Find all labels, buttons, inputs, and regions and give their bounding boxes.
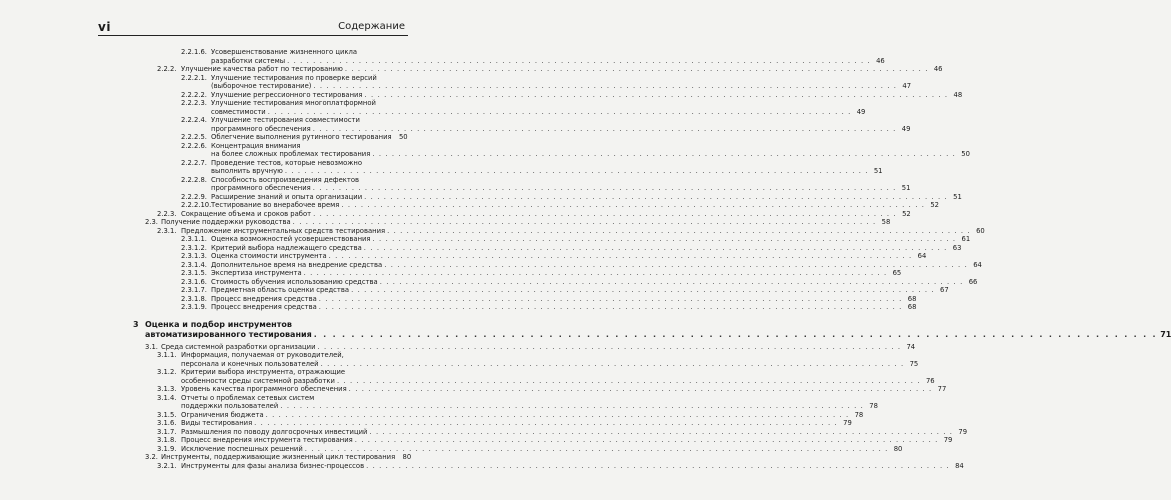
toc-entry-title: Критерий выбора надлежащего средства xyxy=(211,243,362,252)
toc-entry-title: совместимости xyxy=(211,107,266,116)
dot-leader xyxy=(387,227,971,236)
toc-page-number: 50 xyxy=(961,150,970,158)
toc-entry-title: поддержки пользователей xyxy=(181,402,279,410)
toc-entry-title: Критерии выбора инструмента, отражающие xyxy=(181,368,346,376)
toc-entry-number: 3.1.9. xyxy=(157,444,177,453)
toc-page-number: 51 xyxy=(873,167,883,175)
toc-entry-number: 3.1.2. xyxy=(157,368,177,376)
toc-entry-title: на более сложных проблемах тестирования xyxy=(211,150,371,158)
toc-entry-number: 2.3.1.7. xyxy=(181,286,207,294)
toc-entry[interactable] xyxy=(0,73,912,91)
dot-leader xyxy=(345,65,929,74)
dot-leader xyxy=(329,252,913,261)
page-header xyxy=(0,0,500,36)
toc-entry[interactable] xyxy=(0,235,971,244)
toc-entry-title: Тестирование во внерабочее время xyxy=(211,201,340,209)
dot-leader xyxy=(341,201,925,210)
dot-leader xyxy=(317,343,901,352)
dot-leader xyxy=(285,167,869,176)
dot-leader xyxy=(384,261,968,270)
toc-entry-title: Инструменты для фазы анализа бизнес-процессов xyxy=(181,461,365,470)
toc-page-number: 79 xyxy=(843,419,852,427)
toc-entry-title: Стоимость обучения использованию средства xyxy=(211,277,378,286)
toc-chapter-entry[interactable] xyxy=(0,319,1171,340)
toc-entry[interactable] xyxy=(0,286,949,295)
toc-entry-title: выполнить вручную xyxy=(211,167,283,175)
dot-leader xyxy=(313,125,897,134)
header-rule xyxy=(98,35,408,36)
dot-leader xyxy=(287,57,871,66)
toc-entry[interactable] xyxy=(0,90,963,100)
toc-entry-title: Предложение инструментальных средств тестирования xyxy=(181,226,386,235)
toc-entry-title: Среда системной разработки организации xyxy=(161,342,316,351)
toc-page-number: 61 xyxy=(961,235,971,243)
toc-entry-number: 2.2.2.3. xyxy=(181,99,207,107)
toc-entry-number: 2.3.1.1. xyxy=(181,235,207,243)
toc-page-number: 78 xyxy=(854,410,864,419)
toc-entry-title: Предметная область оценки средства xyxy=(211,286,350,294)
toc-entry-title: Расширение знаний и опыта организации xyxy=(211,192,363,201)
dot-leader xyxy=(268,108,852,117)
toc-entry-number: 2.2.2.2. xyxy=(181,90,207,99)
dot-leader xyxy=(313,82,897,91)
dot-leader xyxy=(254,419,838,428)
toc-page-number: 64 xyxy=(917,252,927,260)
toc-entry-title: Способность воспроизведения дефектов xyxy=(211,175,360,184)
dot-leader xyxy=(373,235,957,244)
dot-leader xyxy=(304,269,888,278)
dot-leader xyxy=(321,360,905,369)
toc-page-number: 67 xyxy=(940,286,949,294)
toc-entry-title: автоматизированного тестирования xyxy=(145,329,312,339)
toc-entry[interactable] xyxy=(0,368,935,385)
toc-page-number: 51 xyxy=(901,184,911,192)
toc-page-number: 65 xyxy=(892,269,902,277)
toc-entry[interactable] xyxy=(0,269,902,278)
dot-leader xyxy=(364,244,948,253)
toc-entry-title: Процесс внедрения средства xyxy=(211,294,317,303)
toc-entry-title: программного обеспечения xyxy=(211,184,311,192)
dot-leader xyxy=(366,462,950,471)
toc-page-number: 60 xyxy=(976,226,985,235)
toc-entry-number: 2.3.1. xyxy=(157,226,177,235)
toc-page-number: 75 xyxy=(909,359,919,368)
toc-entry-title: Процесс внедрения средства xyxy=(211,303,317,311)
toc-entry-number: 3.1.8. xyxy=(157,436,177,444)
toc-page-number: 68 xyxy=(907,303,917,311)
toc-entry[interactable] xyxy=(0,351,919,368)
toc-entry[interactable] xyxy=(0,48,885,65)
toc-entry-number: 2.2.2. xyxy=(157,65,177,73)
toc-entry[interactable] xyxy=(0,436,953,445)
toc-page-number: 51 xyxy=(953,192,962,201)
toc-entry-title: Информация, получаемая от руководителей, xyxy=(181,351,344,359)
toc-entry-number: 2.3.1.2. xyxy=(181,243,207,252)
toc-entry-title: Улучшение качества работ по тестированию xyxy=(181,65,343,73)
toc-entry-title: Получение поддержки руководства xyxy=(161,218,291,226)
toc-entry-number: 3.1.6. xyxy=(157,419,177,427)
toc-entry[interactable] xyxy=(0,175,911,193)
toc-page-number: 80 xyxy=(893,444,903,453)
toc-entry-number: 2.3.1.8. xyxy=(181,294,207,303)
toc-entry-title: Проведение тестов, которые невозможно xyxy=(211,158,362,167)
toc-entry-number: 2.2.2.10. xyxy=(181,201,212,209)
toc-entry[interactable] xyxy=(0,453,412,462)
dot-leader xyxy=(293,218,877,227)
dot-leader xyxy=(314,330,1158,340)
dot-leader xyxy=(355,436,939,445)
toc-page-number: 63 xyxy=(952,243,962,252)
toc-entry[interactable] xyxy=(0,218,891,227)
toc-page-number: 48 xyxy=(953,90,963,99)
dot-leader xyxy=(280,402,864,411)
toc-entry-number: 3 xyxy=(133,319,139,329)
toc-entry-number: 2.2.2.8. xyxy=(181,175,207,184)
toc-entry-number: 2.3. xyxy=(145,218,158,226)
toc-entry-number: 3.1.4. xyxy=(157,393,177,402)
toc-entry-title: Облегчение выполнения рутинного тестирования xyxy=(211,133,392,141)
toc-entry[interactable] xyxy=(0,226,985,236)
running-title: Содержание xyxy=(338,21,405,32)
toc-entry-title: Виды тестирования xyxy=(181,419,253,427)
toc-entry-number: 3.2.1. xyxy=(157,461,177,470)
toc-entry-number: 2.3.1.4. xyxy=(181,260,207,269)
toc-entry[interactable] xyxy=(0,209,911,219)
toc-page-number: 49 xyxy=(901,124,911,133)
toc-entry-title: особенности среды системной разработки xyxy=(181,376,335,385)
toc-page-number: 74 xyxy=(906,342,916,351)
dot-leader xyxy=(349,385,933,394)
dot-leader xyxy=(365,91,949,100)
dot-leader xyxy=(380,278,964,287)
toc-entry-number: 2.2.2.4. xyxy=(181,116,207,124)
toc-entry-number: 2.3.1.5. xyxy=(181,269,207,277)
toc-entry-number: 3.1.7. xyxy=(157,427,177,436)
toc-entry[interactable] xyxy=(0,277,978,287)
toc-page-number: 64 xyxy=(973,260,982,269)
toc-entry[interactable] xyxy=(0,419,852,428)
toc-entry-title: Оценка стоимости инструмента xyxy=(211,252,327,260)
toc-entry-title: Процесс внедрения инструмента тестирования xyxy=(181,436,353,444)
dot-leader xyxy=(266,411,850,420)
toc-entry-title: Улучшение регрессионного тестирования xyxy=(211,90,363,99)
toc-entry-number: 2.2.2.1. xyxy=(181,73,207,82)
toc-page-number: 84 xyxy=(955,461,964,470)
dot-leader xyxy=(372,150,956,159)
toc-entry[interactable] xyxy=(0,260,982,270)
toc-entry-title: Размышления по поводу долгосрочных инвестиций xyxy=(181,427,368,436)
dot-leader xyxy=(369,428,953,437)
toc-entry-title: персонала и конечных пользователей xyxy=(181,359,319,368)
toc-entry[interactable] xyxy=(0,141,970,159)
toc-entry-title: Инструменты, поддерживающие жизненный цикл тестирования xyxy=(161,453,396,461)
toc-entry-number: 3.1.1. xyxy=(157,351,177,359)
toc-page-number: 46 xyxy=(876,56,885,65)
toc-entry[interactable] xyxy=(0,252,927,261)
toc-page-number: 71 xyxy=(1160,329,1171,339)
toc-page-number: 79 xyxy=(958,427,968,436)
toc-entry-title: Концентрация внимания xyxy=(211,141,301,150)
toc-page-number: 50 xyxy=(398,133,408,141)
toc-page-number: 66 xyxy=(968,277,978,286)
toc-page-number: 80 xyxy=(402,453,412,461)
toc-entry-number: 2.3.1.6. xyxy=(181,277,207,286)
toc-page-number: 52 xyxy=(930,201,939,209)
toc-page-number: 76 xyxy=(925,376,935,385)
dot-leader xyxy=(337,377,921,386)
toc-entry[interactable] xyxy=(0,303,917,312)
toc-entry[interactable] xyxy=(0,158,883,176)
toc-page-number: 68 xyxy=(907,294,917,303)
dot-leader xyxy=(319,303,903,312)
dot-leader xyxy=(364,193,948,202)
toc-entry[interactable] xyxy=(0,99,866,116)
toc-page-number: 58 xyxy=(881,218,891,226)
toc-entry[interactable] xyxy=(0,427,968,437)
toc-page-number: 77 xyxy=(937,385,947,393)
toc-entry[interactable] xyxy=(0,133,407,142)
toc-entry-title: Улучшение тестирования совместимости xyxy=(211,116,360,124)
dot-leader xyxy=(319,295,903,304)
toc-entry-number: 3.1.3. xyxy=(157,385,177,393)
toc-entry-number: 2.3.1.9. xyxy=(181,303,207,311)
toc-entry-title: Усовершенствование жизненного цикла xyxy=(211,48,357,56)
toc-entry-number: 2.3.1.3. xyxy=(181,252,207,260)
toc-entry-title: Сокращение объема и сроков работ xyxy=(181,209,312,218)
page-number: vi xyxy=(98,20,111,34)
toc-page-number: 52 xyxy=(902,209,911,218)
toc-entry-number: 2.2.3. xyxy=(157,209,177,218)
toc-entry-number: 2.2.2.9. xyxy=(181,192,207,201)
toc-entry-title: Дополнительное время на внедрение средства xyxy=(211,260,383,269)
toc-entry[interactable] xyxy=(0,192,962,202)
toc-entry-title: Улучшение тестирования многоплатформной xyxy=(211,99,376,107)
toc-entry[interactable] xyxy=(0,461,964,471)
dot-leader xyxy=(313,210,897,219)
toc-entry-number: 3.1.5. xyxy=(157,410,177,419)
dot-leader xyxy=(305,445,889,454)
toc-entry-title: разработки системы xyxy=(211,56,286,65)
toc-page-number: 78 xyxy=(869,402,878,410)
toc-page-number: 46 xyxy=(933,65,943,73)
toc-entry[interactable] xyxy=(0,65,943,74)
toc-entry[interactable] xyxy=(0,342,916,352)
toc-entry-title: Оценка возможностей усовершенствования xyxy=(211,235,371,243)
dot-leader xyxy=(313,184,897,193)
toc-page-number: 79 xyxy=(943,436,953,444)
toc-entry[interactable] xyxy=(0,385,947,394)
toc-entry-title: Оценка и подбор инструментов xyxy=(145,319,292,329)
toc-entry-title: Ограничения бюджета xyxy=(181,410,264,419)
toc-entry-number: 2.2.2.5. xyxy=(181,133,207,141)
toc-entry[interactable] xyxy=(0,444,903,454)
toc-entry-number: 2.2.2.6. xyxy=(181,141,207,150)
toc-entry-title: Экспертиза инструмента xyxy=(211,269,302,277)
toc-entry-title: Улучшение тестирования по проверке версий xyxy=(211,73,377,82)
toc-entry[interactable] xyxy=(0,410,864,420)
toc-entry-title: Отчеты о проблемах сетевых систем xyxy=(181,393,315,402)
toc-entry-title: (выборочное тестирование) xyxy=(211,82,312,90)
toc-entry-number: 3.1. xyxy=(145,342,158,351)
toc-page-number: 47 xyxy=(902,82,912,90)
toc-entry-number: 3.2. xyxy=(145,453,158,461)
toc-entry-number: 2.2.2.7. xyxy=(181,158,207,167)
toc-entry-title: Исключение поспешных решений xyxy=(181,444,303,453)
toc-entry[interactable] xyxy=(0,116,911,133)
dot-leader xyxy=(351,286,935,295)
toc-entry-number: 2.2.1.6. xyxy=(181,48,207,56)
toc-entry[interactable] xyxy=(0,393,878,411)
toc-page-number: 49 xyxy=(856,107,866,116)
toc-entry[interactable] xyxy=(0,201,939,210)
toc-entry-title: программного обеспечения xyxy=(211,124,311,133)
toc-entry[interactable] xyxy=(0,243,962,253)
toc-entry[interactable] xyxy=(0,294,917,304)
toc-entry-title: Уровень качества программного обеспечения xyxy=(181,385,347,393)
